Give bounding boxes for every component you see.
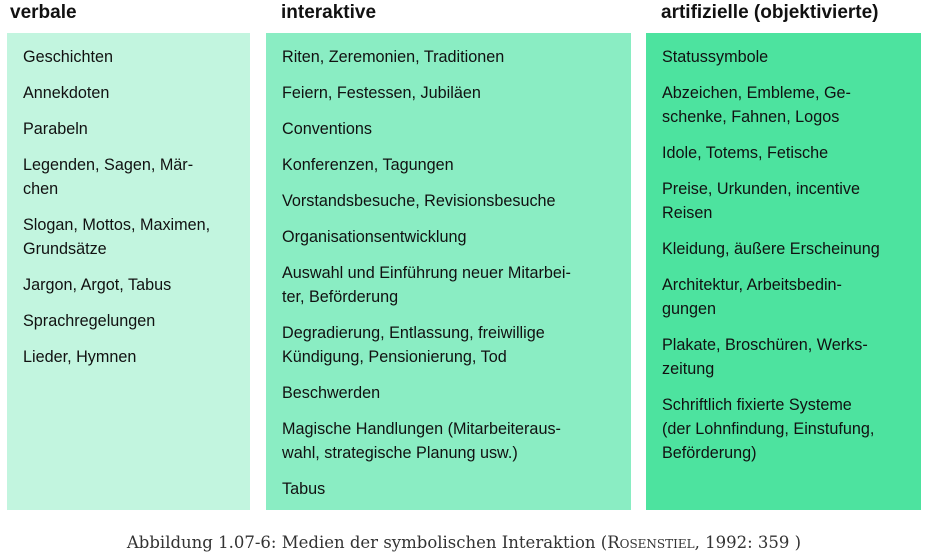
list-item: Feiern, Festessen, Jubiläen bbox=[282, 84, 481, 102]
interaktiv-item-list bbox=[282, 45, 619, 501]
list-item: Magische Handlungen (Mitarbeiteraus- wahl, strategische Planung usw.) bbox=[282, 420, 561, 462]
list-item: Legenden, Sagen, Mär- chen bbox=[23, 156, 194, 198]
list-item: Degradierung, Entlassung, freiwillige Kündigung, Pensionierung, Tod bbox=[282, 324, 545, 366]
list-item: Parabeln bbox=[23, 120, 88, 138]
list-item: Konferenzen, Tagungen bbox=[282, 156, 454, 174]
artifiziell-item-list bbox=[662, 45, 909, 465]
list-item: Architektur, Arbeitsbedin- gungen bbox=[662, 276, 842, 318]
caption-suffix: , 1992: 359 ) bbox=[694, 533, 802, 552]
list-item: Statussymbole bbox=[662, 48, 769, 66]
caption-author: Rosenstiel bbox=[607, 533, 695, 552]
caption-prefix: Abbildung 1.07-6: Medien der symbolischen Interaktion ( bbox=[126, 533, 608, 552]
list-item: Preise, Urkunden, incentive Reisen bbox=[662, 180, 860, 222]
list-item: Riten, Zeremonien, Traditionen bbox=[282, 48, 505, 66]
list-item: Organisationsentwicklung bbox=[282, 228, 467, 246]
list-item: Jargon, Argot, Tabus bbox=[23, 276, 172, 294]
list-item: Tabus bbox=[282, 480, 326, 498]
list-item: Idole, Totems, Fetische bbox=[662, 144, 829, 162]
column-box-artifiziell bbox=[646, 33, 921, 510]
list-item: Beschwerden bbox=[282, 384, 381, 402]
list-item: Conventions bbox=[282, 120, 372, 138]
list-item: Lieder, Hymnen bbox=[23, 348, 137, 366]
list-item: Plakate, Broschüren, Werks- zeitung bbox=[662, 336, 868, 378]
column-box-verbal bbox=[7, 33, 250, 510]
list-item: Geschichten bbox=[23, 48, 113, 66]
list-item: Auswahl und Einführung neuer Mitarbei- ter, Beförderung bbox=[282, 264, 571, 306]
verbal-item-list bbox=[23, 45, 238, 369]
list-item: Annekdoten bbox=[23, 84, 110, 102]
list-item: Slogan, Mottos, Maximen, Grundsätze bbox=[23, 216, 211, 258]
figure-caption bbox=[0, 532, 928, 554]
column-box-interaktiv bbox=[266, 33, 631, 510]
list-item: Abzeichen, Embleme, Ge- schenke, Fahnen, Logos bbox=[662, 84, 851, 126]
list-item: Schriftlich fixierte Systeme (der Lohnfindung, Einstufung, Beförderung) bbox=[662, 396, 875, 462]
list-item: Sprachregelungen bbox=[23, 312, 156, 330]
column-title-interaktiv: interaktive bbox=[281, 2, 377, 23]
column-title-artifiziell: artifizielle (objektivierte) bbox=[661, 2, 879, 23]
column-title-verbal: verbale bbox=[10, 2, 77, 23]
list-item: Vorstandsbesuche, Revisionsbesuche bbox=[282, 192, 556, 210]
list-item: Kleidung, äußere Erscheinung bbox=[662, 240, 880, 258]
